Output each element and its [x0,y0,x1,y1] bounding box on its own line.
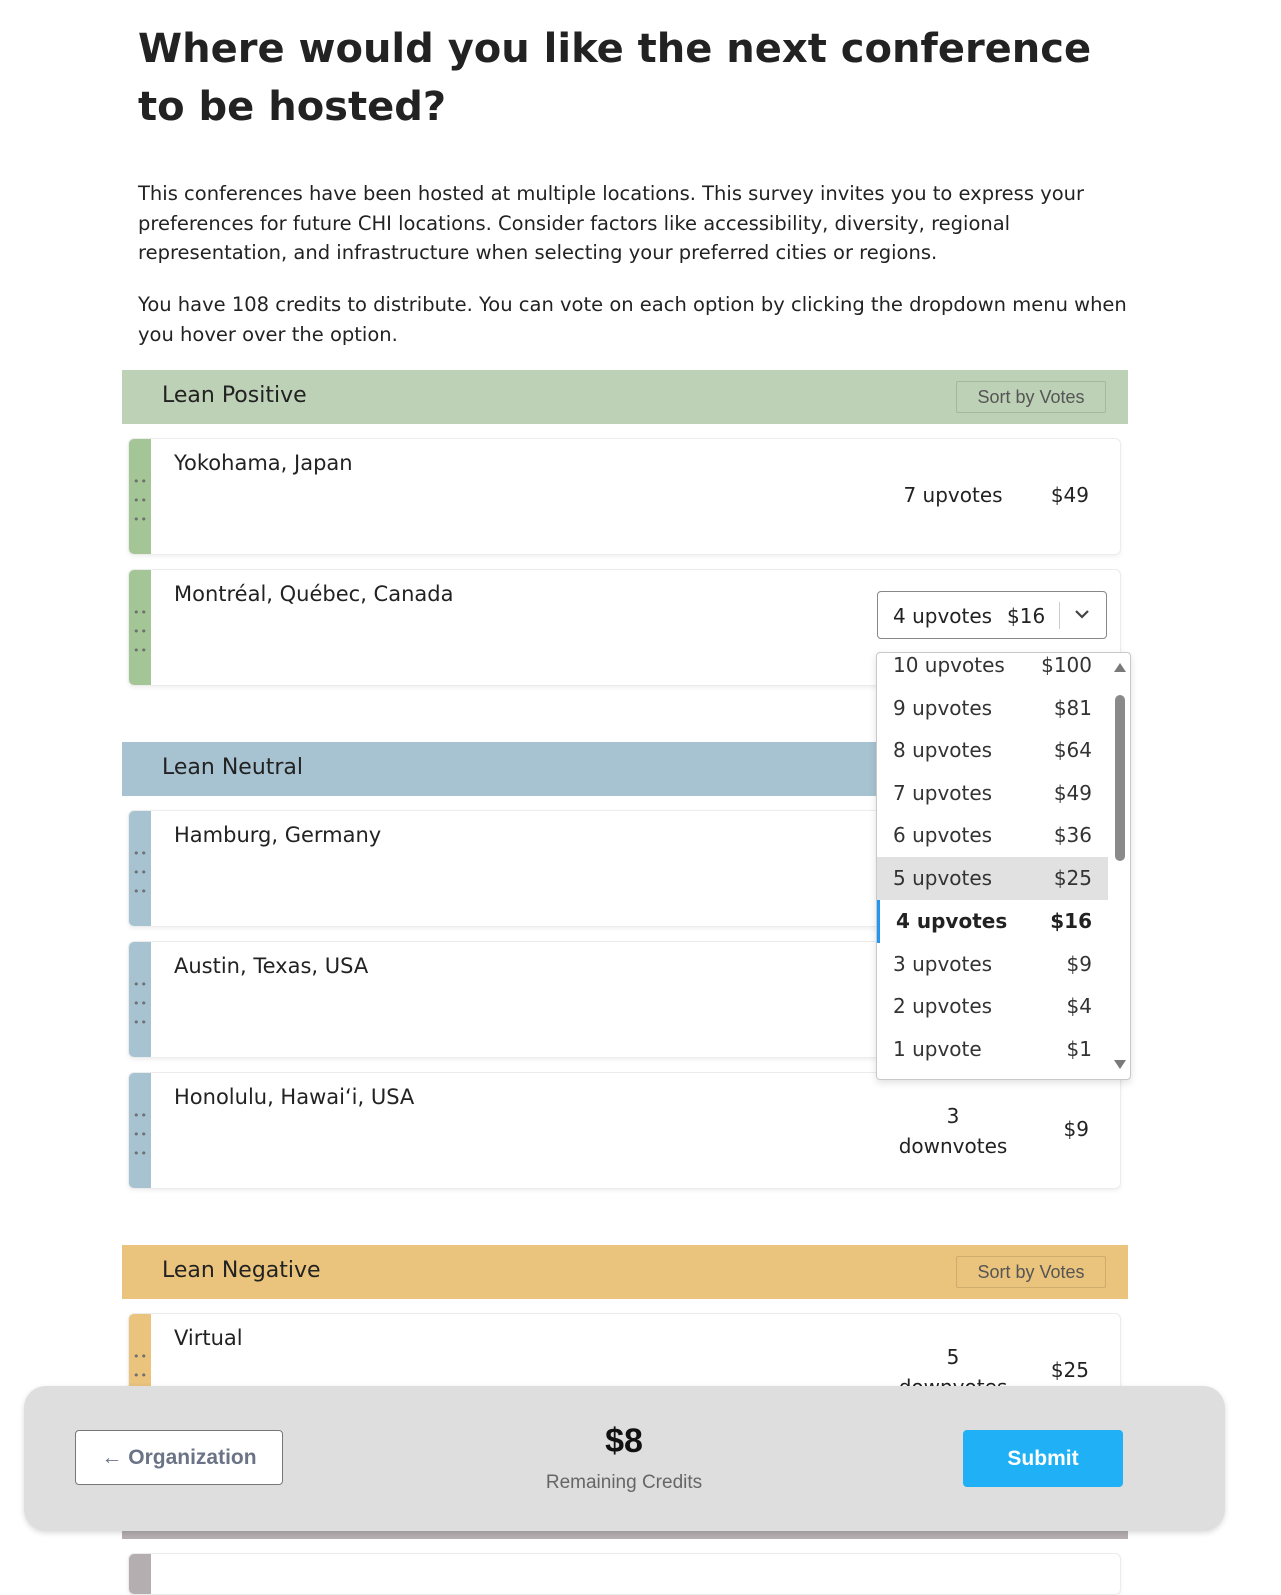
dropdown-option[interactable]: 9 upvotes $81 [893,696,1092,720]
drag-grip-icon: •• •• •• [133,606,148,657]
drag-grip-icon: •• •• [133,1350,148,1382]
vote-cost: $9 [1063,1117,1089,1141]
sort-by-votes-button[interactable]: Sort by Votes [956,381,1106,413]
vote-number: 5 [946,1345,960,1369]
drag-grip-icon: •• •• •• [133,475,148,526]
option-name: Honolulu, Hawaiʻi, USA [174,1085,415,1109]
scroll-down-arrow-icon[interactable] [1114,1060,1126,1069]
section-header-lean-positive [122,370,1128,424]
vote-count: 7 upvotes [903,483,1003,507]
dropdown-option-hovered[interactable]: 5 upvotes $25 [877,857,1108,900]
vote-select[interactable] [877,591,1107,639]
select-separator [1059,602,1060,629]
drag-handle[interactable] [129,1554,151,1594]
dropdown-option[interactable]: 7 upvotes $49 [893,781,1092,805]
vote-unit: downvotes [898,1134,1008,1158]
drag-grip-icon: •• •• •• [133,978,148,1029]
scroll-up-arrow-icon[interactable] [1114,663,1126,672]
section-header-edge [122,1531,1128,1539]
remaining-credits-amount: $8 [605,1422,643,1460]
drag-handle[interactable] [129,570,151,685]
dropdown-option[interactable]: 3 upvotes $9 [893,952,1092,976]
option-name: Austin, Texas, USA [174,954,369,978]
selected-votes: 4 upvotes [893,604,993,628]
option-name: Virtual [174,1326,243,1350]
back-organization-button[interactable]: ← Organization [75,1430,283,1485]
dropdown-option[interactable]: 8 upvotes $64 [893,738,1092,762]
dropdown-option[interactable]: 1 upvote $1 [893,1037,1092,1061]
vote-dropdown-menu [876,652,1131,1080]
vote-number: 3 [946,1104,960,1128]
drag-handle[interactable] [129,439,151,554]
drag-handle[interactable] [129,942,151,1057]
dropdown-option[interactable]: 2 upvotes $4 [893,994,1092,1018]
section-title: Lean Positive [162,383,307,408]
chevron-down-icon[interactable] [1074,601,1090,632]
vote-count [889,1101,1017,1161]
drag-handle[interactable] [129,1073,151,1188]
sort-by-votes-button[interactable]: Sort by Votes [956,1256,1106,1288]
vote-cost: $49 [1050,483,1089,507]
section-title: Lean Negative [162,1258,321,1283]
survey-description: This conferences have been hosted at multiple locations. This survey invites you to express your preferences for future CHI locations. Consider factors like accessibility, diversity, regional representation, and infrastructure when selecting your preferred cities or regions. [138,182,1085,264]
submit-button[interactable]: Submit [963,1430,1123,1487]
drag-grip-icon: •• •• •• [133,1109,148,1160]
scrollbar-thumb[interactable] [1115,695,1125,861]
drag-handle[interactable] [129,811,151,926]
dropdown-option-selected[interactable]: 4 upvotes $16 [877,900,1108,943]
option-card-partial[interactable] [128,1553,1121,1595]
selected-cost: $16 [1007,604,1046,628]
option-card-honolulu[interactable] [128,1072,1121,1189]
option-name: Yokohama, Japan [174,451,353,475]
drag-grip-icon: •• •• •• [133,847,148,898]
footer-bar [24,1386,1225,1531]
option-card-yokohama[interactable] [128,438,1121,555]
section-header-lean-negative [122,1245,1128,1299]
option-name: Hamburg, Germany [174,823,382,847]
dropdown-option[interactable]: 10 upvotes $100 [893,653,1092,677]
remaining-credits-label: Remaining Credits [545,1472,703,1493]
dropdown-scrollbar[interactable] [1108,653,1130,1079]
vote-cost: $25 [1050,1358,1089,1382]
section-title: Lean Neutral [162,755,304,780]
dropdown-option[interactable]: 6 upvotes $36 [893,823,1092,847]
option-name: Montréal, Québec, Canada [174,582,454,606]
page-title: Where would you like the next conference to be hosted? [138,26,1092,130]
survey-instructions: You have 108 credits to distribute. You can vote on each option by clicking the dropdown menu when you hover over the option. [138,293,1127,346]
